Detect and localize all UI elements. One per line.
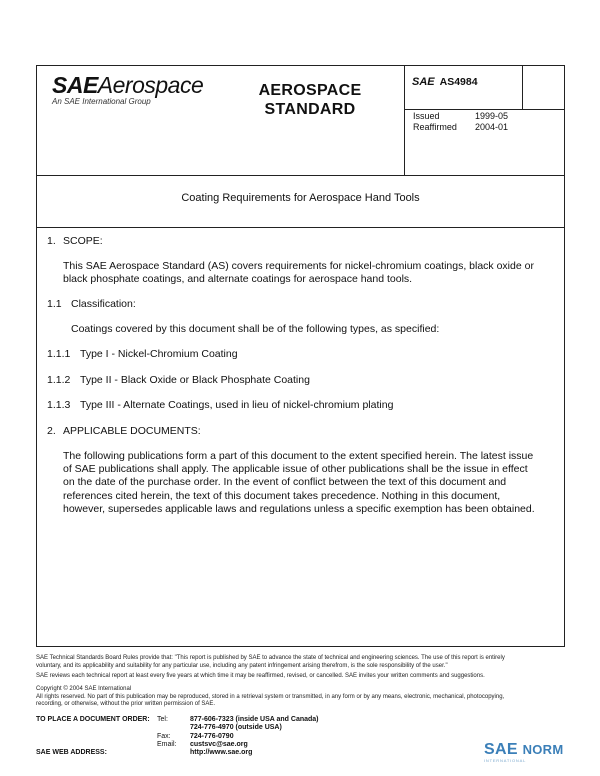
- header-divider: [36, 175, 565, 176]
- sae-norm-logo: SAE NORM INTERNATIONAL: [484, 741, 564, 763]
- logo-subtitle: An SAE International Group: [52, 97, 151, 106]
- email-link[interactable]: custsvc@sae.org: [190, 740, 248, 748]
- web-address-link[interactable]: http://www.sae.org: [190, 749, 253, 757]
- section-1-1-heading: 1.1 Classification:: [47, 298, 136, 310]
- section-2-paragraph: The following publications form a part of this document to the extent specified herein. The latest issue of SAE publications shall apply. The applicable issue of other publications shall be the issue in effect on the date of the purchase order. In the event of conflict between the text of this document and references cited herein, the text of this document takes precedence. Nothing in this document, however, supersedes applicable laws and regulations unless a specific exemption has been obtained.: [63, 450, 535, 515]
- section-1-paragraph: This SAE Aerospace Standard (AS) covers requirements for nickel-chromium coatings, black oxide or black phosphate coatings, and alternate coatings for aerospace hand tools.: [63, 260, 534, 286]
- order-labels: TO PLACE A DOCUMENT ORDER: SAE WEB ADDRESS:: [36, 716, 150, 757]
- footer-rules-note: SAE Technical Standards Board Rules provide that: "This report is published by SAE to advance the state of technical and engineering sciences. The use of this report is entirely voluntary, and its applicability and suitability for any particular use, including any patent infringement arising therefrom, is the sole responsibility of the user.": [36, 655, 505, 669]
- standard-type-title: AEROSPACE STANDARD: [258, 82, 362, 118]
- title-divider: [36, 227, 565, 228]
- sae-aerospace-logo: SAEAerospace An SAE International Group: [52, 72, 204, 106]
- order-contacts: Tel: 877-606-7323 (inside USA and Canada) 724-776-4970 (outside USA) Fax: 724-776-0790 Email: custsvc@sae.org http://www.sae.org: [157, 716, 319, 757]
- section-1-1-3: 1.1.3 Type III - Alternate Coatings, used in lieu of nickel-chromium plating: [47, 399, 394, 411]
- section-1-1-1: 1.1.1 Type I - Nickel-Chromium Coating: [47, 348, 238, 360]
- footer-review-note: SAE reviews each technical report at least every five years at which time it may be reaffirmed, revised, or cancelled. SAE invites your written comments and suggestions.: [36, 673, 485, 679]
- header-vertical-divider: [404, 65, 405, 175]
- section-1-1-2: 1.1.2 Type II - Black Oxide or Black Phosphate Coating: [47, 374, 310, 386]
- section-2-heading: 2. APPLICABLE DOCUMENTS:: [47, 425, 201, 437]
- section-1-1-text: Coatings covered by this document shall be of the following types, as specified:: [71, 323, 440, 335]
- phone-outside[interactable]: 724-776-4970 (outside USA): [190, 724, 282, 732]
- phone-usa[interactable]: 877-606-7323 (inside USA and Canada): [190, 716, 319, 723]
- header-box-divider: [522, 65, 523, 109]
- issue-dates: Issued 1999-05 Reaffirmed 2004-01: [413, 111, 509, 132]
- section-1-heading: 1. SCOPE:: [47, 235, 103, 247]
- document-number: SAE AS4984: [412, 76, 478, 88]
- docnum-box-bottom: [404, 109, 565, 110]
- document-title: Coating Requirements for Aerospace Hand Tools: [181, 192, 420, 204]
- footer-copyright: Copyright © 2004 SAE International All rights reserved. No part of this publication may be reproduced, stored in a retrieval system or transmitted, in any form or by any means, electronic, mechanical, photocopying, recording, or otherwise, without the prior written permission of SAE.: [36, 686, 505, 707]
- fax-number: 724-776-0790: [190, 732, 234, 740]
